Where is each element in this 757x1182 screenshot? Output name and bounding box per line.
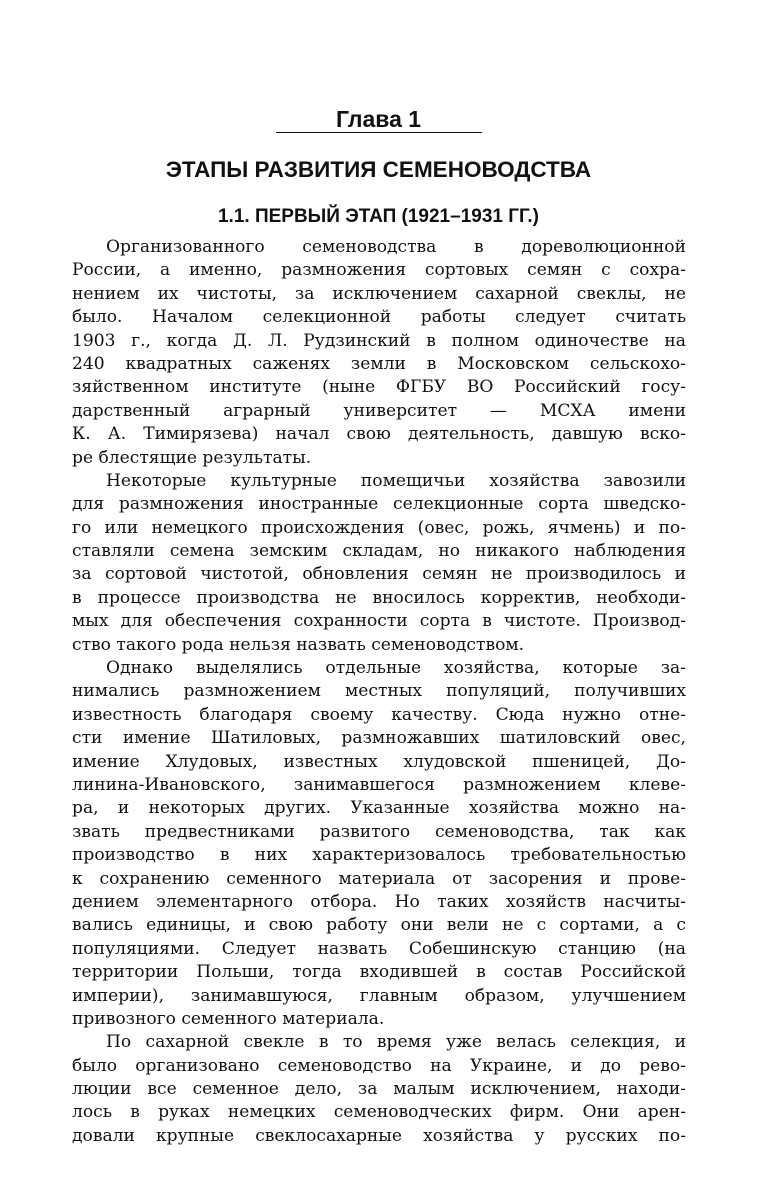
paragraph <box>72 236 686 470</box>
text-line: России, а именно, размножения сортовых семян с сохра- <box>72 260 686 281</box>
text-line: 240 квадратных саженях земли в Московском сельскохо- <box>72 353 686 374</box>
text-line: зяйственном институте (ныне ФГБУ ВО Российский госу- <box>72 377 686 398</box>
text-line: дарственный аграрный университет — МСХА имени <box>72 400 686 421</box>
text-line: мых для обеспечения сохранности сорта в чистоте. Производ- <box>72 611 686 632</box>
text-line: привозного семенного материала. <box>72 1008 385 1029</box>
text-line: ство такого рода нельзя назвать семеноводством. <box>72 634 525 655</box>
text-line: звать предвестниками развитого семеноводства, так как <box>72 821 686 842</box>
text-line: нимались размножением местных популяций, получивших <box>72 681 686 702</box>
text-line: люции все семенное дело, за малым исключением, находи- <box>72 1079 686 1100</box>
text-line: производство в них характеризовалось требовательностью <box>72 845 686 866</box>
paragraph <box>72 657 686 1031</box>
text-line: империи), занимавшуюся, главным образом, улучшением <box>72 985 686 1006</box>
text-line: было организовано семеноводство на Украине, и до рево- <box>72 1055 686 1076</box>
text-line: имение Хлудовых, известных хлудовской пшеницей, До- <box>72 751 686 772</box>
text-line: го или немецкого происхождения (овес, рожь, ячмень) и по- <box>72 517 686 538</box>
text-line: за сортовой чистотой, обновления семян не производилось и <box>72 564 686 585</box>
text-line: К. А. Тимирязева) начал свою деятельность, давшую вско- <box>72 424 686 445</box>
paragraph <box>72 470 686 657</box>
text-line: 1903 г., когда Д. Л. Рудзинский в полном одиночестве на <box>72 330 686 351</box>
text-line: к сохранению семенного материала от засорения и прове- <box>72 868 686 889</box>
text-line: было. Началом селекционной работы следует считать <box>72 307 686 328</box>
text-line: территории Польши, тогда входившей в состав Российской <box>72 962 686 983</box>
text-line: лось в руках немецких семеноводческих фирм. Они арен- <box>72 1102 686 1123</box>
chapter-underline <box>276 132 482 133</box>
text-line: вались единицы, и свою работу они вели не с сортами, а с <box>72 915 686 936</box>
text-line: дением элементарного отбора. Но таких хозяйств насчиты- <box>72 891 686 912</box>
text-line: Организованного семеноводства в дореволюционной <box>106 237 686 257</box>
text-line: нением их чистоты, за исключением сахарной свеклы, не <box>72 283 686 304</box>
text-line: для размножения иностранные селекционные сорта шведско- <box>72 494 686 515</box>
section-title: 1.1. ПЕРВЫЙ ЭТАП (1921–1931 ГГ.) <box>217 206 540 227</box>
paragraph <box>72 1031 686 1148</box>
chapter-title: ЭТАПЫ РАЗВИТИЯ СЕМЕНОВОДСТВА <box>165 157 592 182</box>
text-line: Некоторые культурные помещичьи хозяйства завозили <box>106 470 686 491</box>
text-line: известность благодаря своему качеству. Сюда нужно отне- <box>72 704 686 725</box>
text-line: ре блестящие результаты. <box>72 447 312 468</box>
text-line: в процессе производства не вносилось корректив, необходи- <box>72 587 686 608</box>
text-line: По сахарной свекле в то время уже велась селекция, и <box>106 1032 686 1053</box>
text-line: сти имение Шатиловых, размножавших шатиловский овес, <box>72 728 686 749</box>
text-line: Однако выделялись отдельные хозяйства, которые за- <box>106 658 686 679</box>
text-line: ставляли семена земским складам, но никакого наблюдения <box>72 541 686 562</box>
text-line: линина-Ивановского, занимавшегося размножением клеве- <box>72 774 686 795</box>
text-line: популяциями. Следует назвать Собешинскую станцию (на <box>72 938 686 959</box>
text-line: ра, и некоторых других. Указанные хозяйства можно на- <box>72 798 686 819</box>
chapter-label: Глава 1 <box>335 106 422 132</box>
text-line: довали крупные свеклосахарные хозяйства у русских по- <box>72 1125 686 1146</box>
body-text <box>72 236 686 1148</box>
